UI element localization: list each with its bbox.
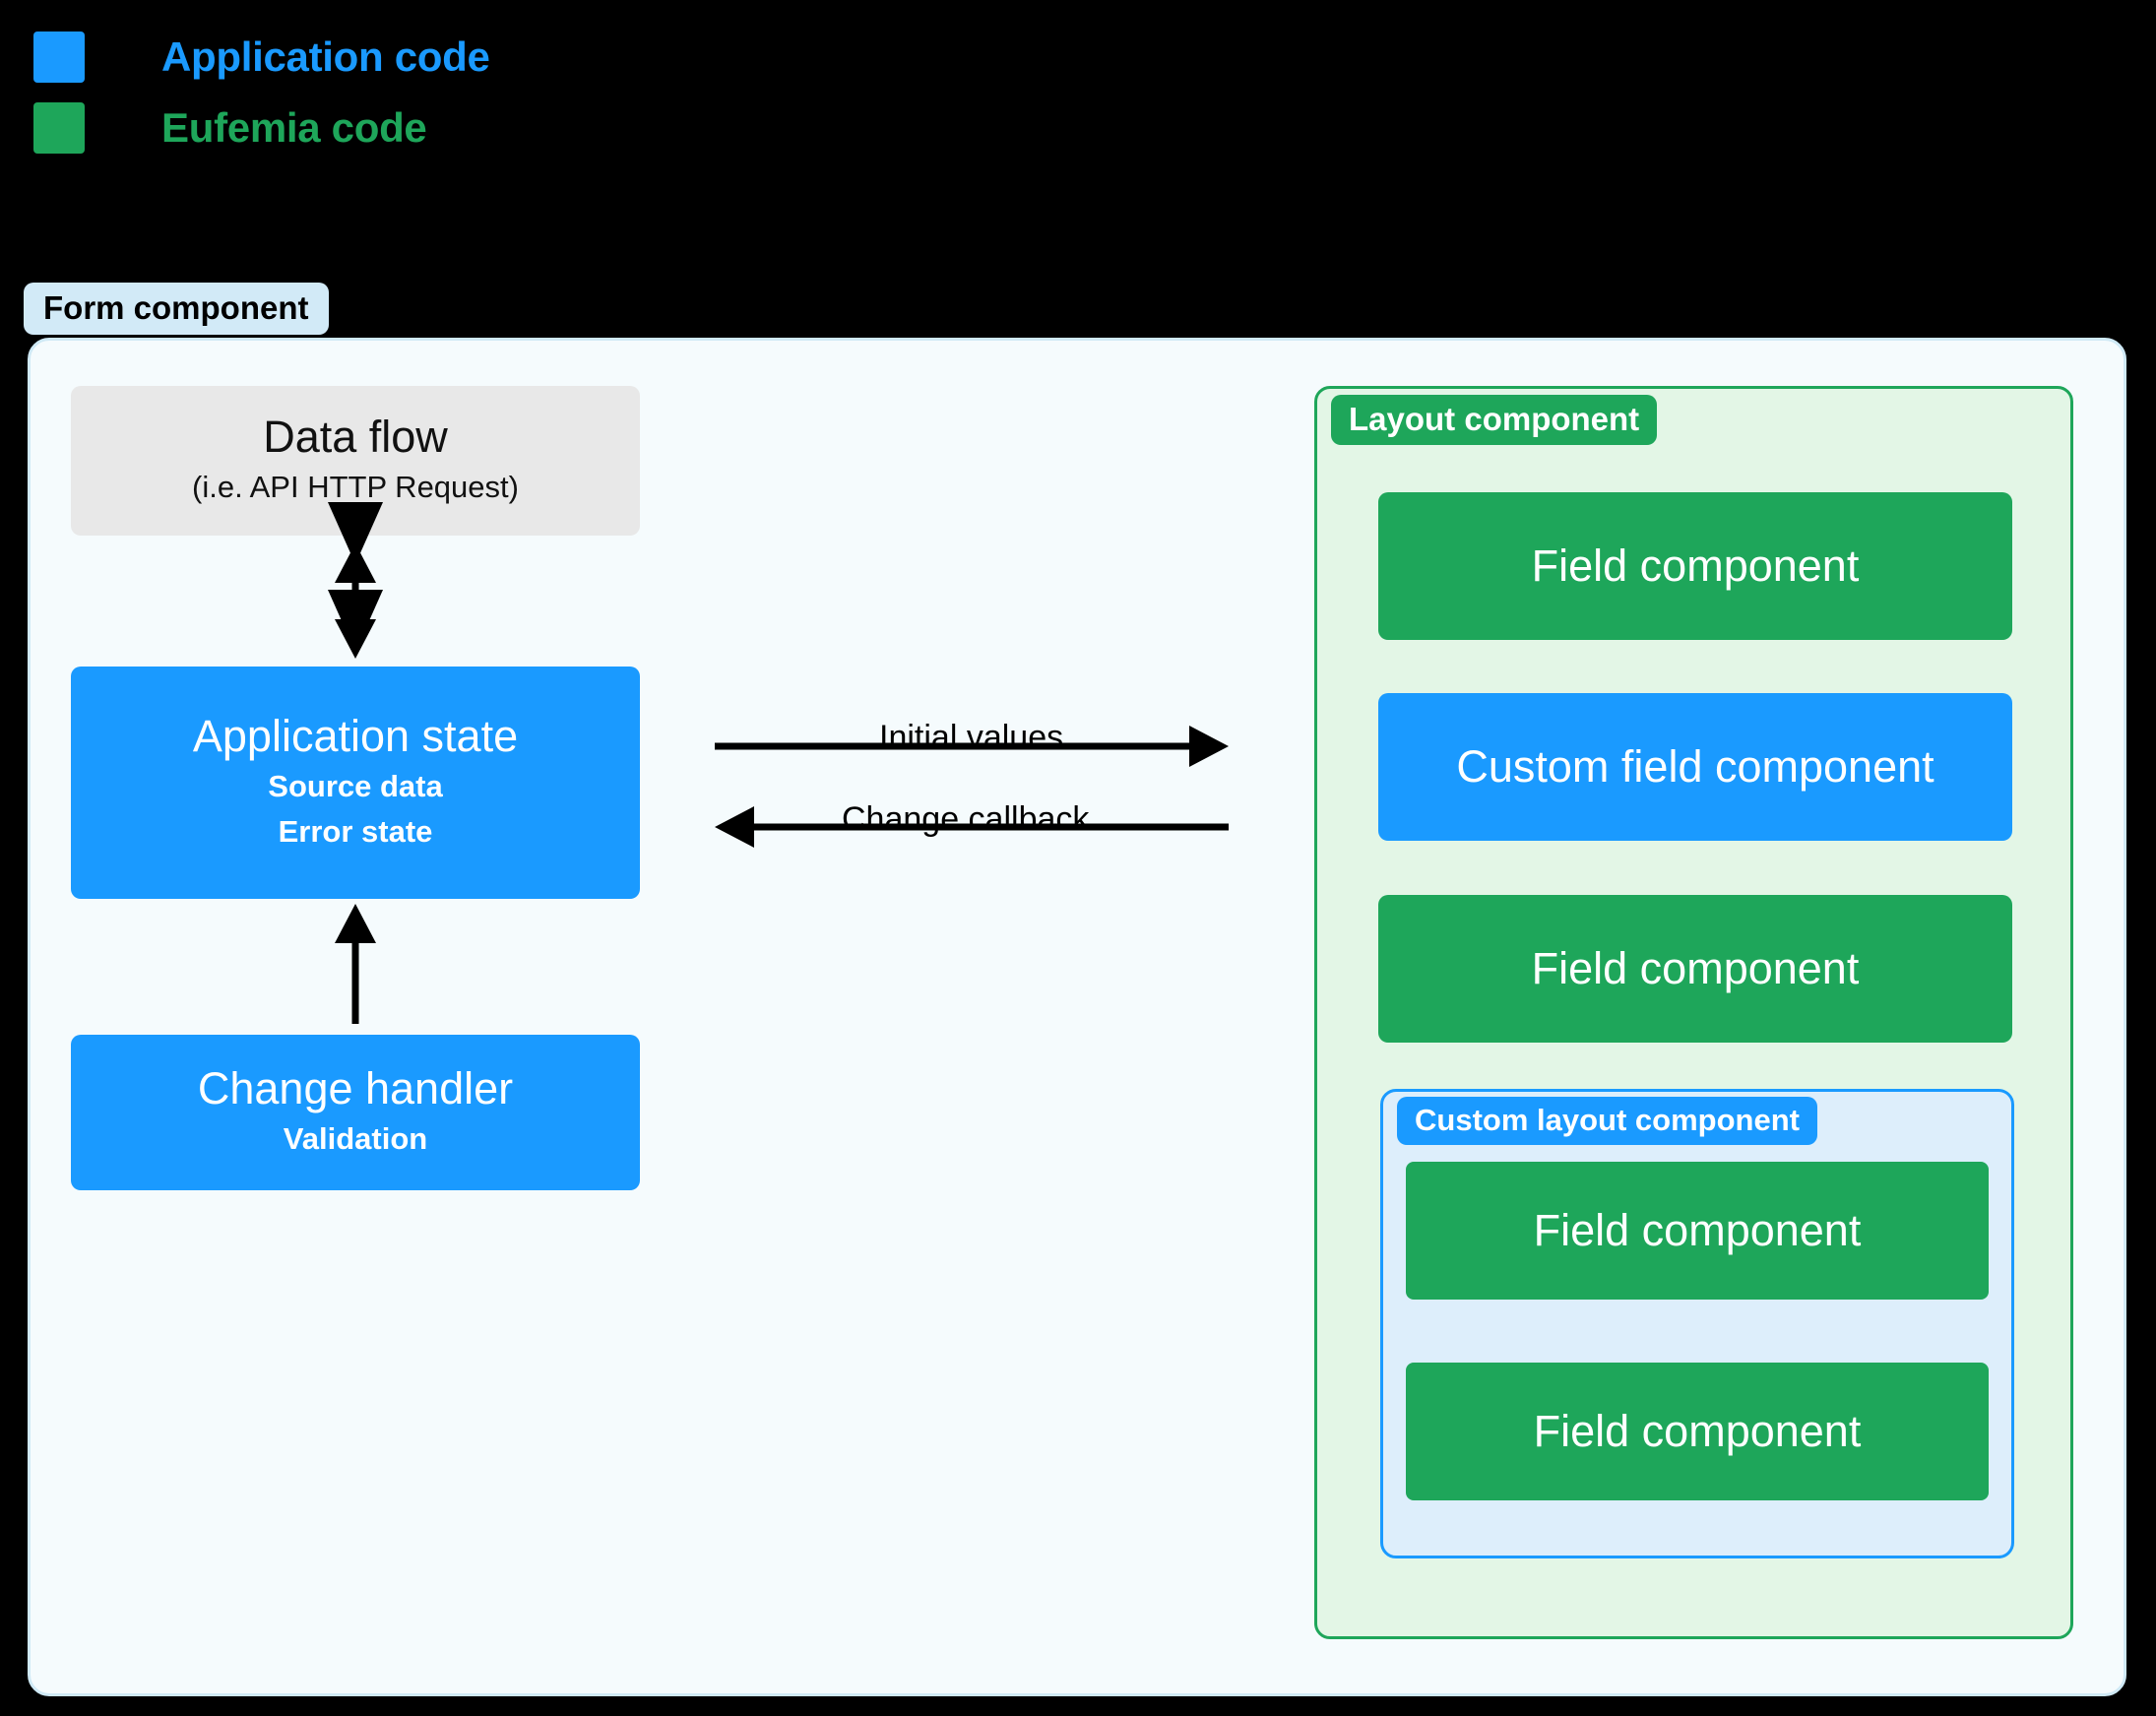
application-state-subtitle-source-data: Source data: [268, 769, 443, 804]
field-component-1-label: Field component: [1531, 540, 1860, 591]
change-handler-subtitle: Validation: [283, 1121, 428, 1157]
change-handler-box: [71, 1035, 640, 1190]
application-state-title: Application state: [192, 710, 519, 761]
arrow-label-change-callback: Change callback: [842, 800, 1090, 838]
application-state-subtitle-error-state: Error state: [278, 814, 433, 850]
legend-label-application-code: Application code: [161, 33, 490, 80]
field-component-2: [1378, 895, 2012, 1043]
legend-item-eufemia-code: [33, 93, 490, 163]
legend-item-application-code: [33, 22, 490, 93]
form-component-tag: Form component: [24, 283, 329, 335]
data-flow-box: [71, 386, 640, 536]
field-component-4-label: Field component: [1533, 1406, 1862, 1456]
custom-field-component-label: Custom field component: [1456, 741, 1934, 792]
change-handler-title: Change handler: [197, 1062, 514, 1113]
arrow-label-initial-values: Initial values: [879, 719, 1064, 756]
field-component-3: [1406, 1162, 1989, 1300]
field-component-3-label: Field component: [1533, 1205, 1862, 1255]
data-flow-subtitle: (i.e. API HTTP Request): [192, 470, 519, 505]
layout-component-tag: Layout component: [1331, 395, 1657, 445]
field-component-4: [1406, 1363, 1989, 1500]
blue-square-swatch-icon: [33, 32, 85, 83]
legend-label-eufemia-code: Eufemia code: [161, 104, 427, 151]
application-state-box: [71, 667, 640, 899]
legend: [33, 22, 490, 163]
custom-field-component: [1378, 693, 2012, 841]
data-flow-title: Data flow: [263, 411, 448, 462]
green-square-swatch-icon: [33, 102, 85, 154]
field-component-1: [1378, 492, 2012, 640]
field-component-2-label: Field component: [1531, 943, 1860, 993]
custom-layout-component-tag: Custom layout component: [1397, 1097, 1817, 1145]
